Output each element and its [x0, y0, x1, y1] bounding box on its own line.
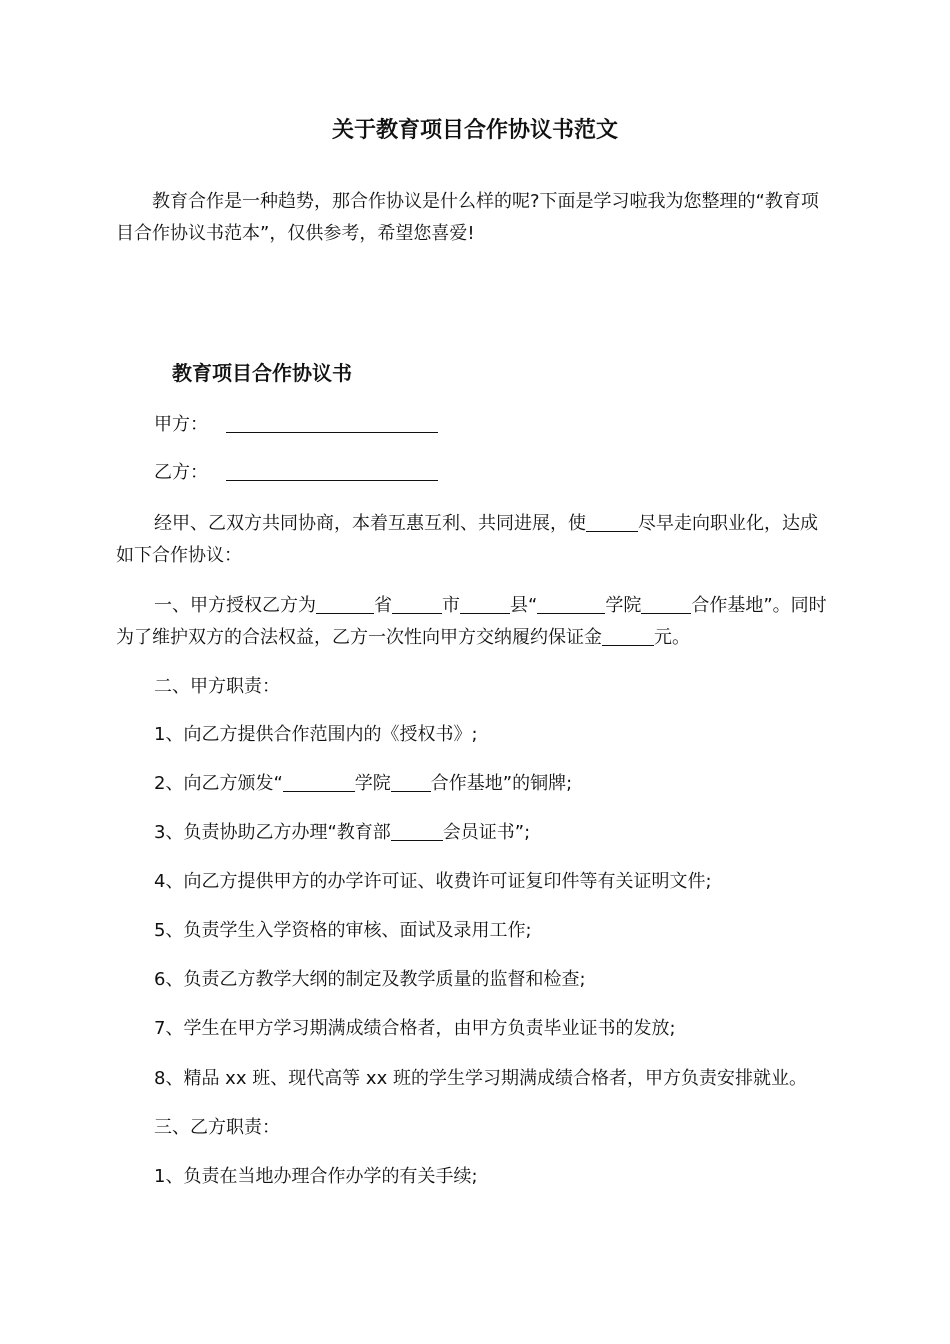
clause-1-blank-deposit — [602, 625, 654, 646]
party-b-line — [154, 459, 438, 487]
clause-1-text-5: 学院 — [605, 595, 642, 616]
party-a-duty-2 — [154, 770, 572, 798]
party-a-duty-3 — [154, 819, 530, 847]
party-b-blank — [226, 460, 438, 481]
party-a-duty-1: 1、向乙方提供合作范围内的《授权书》; — [154, 724, 478, 745]
clause-1-blank-city — [392, 593, 442, 614]
clause-1-blank-province — [316, 593, 374, 614]
clause-1-text-4: 县“ — [510, 595, 538, 616]
clause-1-text-1: 一、甲方授权乙方为 — [154, 595, 316, 616]
duty-3-blank — [391, 820, 443, 841]
clause-1-blank-county — [460, 593, 510, 614]
duty-3-text-2: 会员证书”; — [442, 822, 531, 843]
party-a-duty-6: 6、负责乙方教学大纲的制定及教学质量的监督和检查; — [154, 969, 586, 990]
duty-2-text-3: 合作基地”的铜牌; — [430, 773, 573, 794]
section-2-heading: 二、甲方职责： — [154, 676, 280, 697]
party-a-duty-8: 8、精品 xx 班、现代高等 xx 班的学生学习期满成绩合格者，甲方负责安排就业。 — [154, 1068, 807, 1089]
party-a-label: 甲方： — [154, 414, 208, 435]
party-a-line — [154, 411, 438, 439]
party-a-duty-7: 7、学生在甲方学习期满成绩合格者，由甲方负责毕业证书的发放; — [154, 1018, 676, 1039]
clause-1-text-7: 元。 — [654, 627, 690, 648]
preamble-blank — [586, 511, 638, 532]
clause-1-text-6: 合作基地”。同时为了维护双方的合法权益，乙方一次性向甲方交纳履约保证金 — [116, 595, 827, 648]
agreement-title: 教育项目合作协议书 — [172, 361, 352, 385]
intro-paragraph: 教育合作是一种趋势，那合作协议是什么样的呢?下面是学习啦我为您整理的“教育项目合作协议书范本”，仅供参考，希望您喜爱! — [116, 191, 819, 244]
duty-2-blank-base — [391, 771, 431, 792]
preamble-text-1: 经甲、乙双方共同协商，本着互惠互利、共同进展，使 — [154, 513, 586, 534]
duty-2-text-2: 学院 — [354, 773, 391, 794]
document-title: 关于教育项目合作协议书范文 — [331, 118, 618, 143]
clause-1-blank-base — [641, 593, 691, 614]
party-a-blank — [226, 412, 438, 433]
party-a-duty-5: 5、负责学生入学资格的审核、面试及录用工作; — [154, 920, 532, 941]
duty-2-blank-school — [283, 771, 355, 792]
duty-3-text-1: 3、负责协助乙方办理“教育部 — [154, 822, 391, 843]
party-a-duty-4: 4、向乙方提供甲方的办学许可证、收费许可证复印件等有关证明文件; — [154, 871, 712, 892]
clause-1-text-2: 省 — [374, 595, 392, 616]
party-b-duty-1: 1、负责在当地办理合作办学的有关手续; — [154, 1166, 478, 1187]
section-3-heading: 三、乙方职责： — [154, 1117, 280, 1138]
duty-2-text-1: 2、向乙方颁发“ — [154, 773, 283, 794]
clause-1-paragraph — [116, 590, 832, 654]
party-b-label: 乙方： — [154, 462, 208, 483]
clause-1-text-3: 市 — [442, 595, 460, 616]
preamble-paragraph — [116, 508, 832, 572]
preamble-text-2: 尽早走向职业化，达成如下合作协议： — [116, 513, 818, 566]
clause-1-blank-school — [537, 593, 605, 614]
